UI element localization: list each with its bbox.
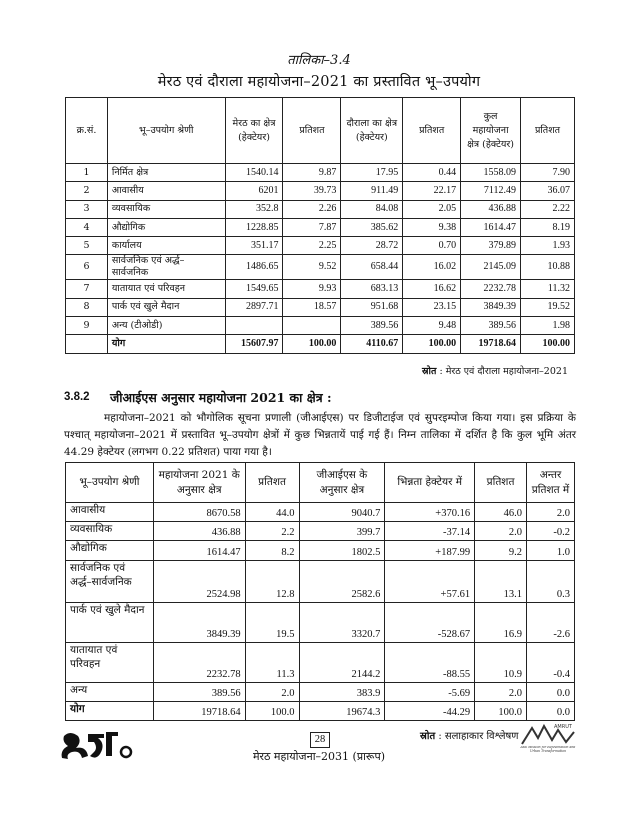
- table-cell: 1614.47: [461, 218, 521, 236]
- table-row: [66, 280, 575, 298]
- table-cell: निर्मित क्षेत्र: [107, 164, 225, 182]
- table-cell: 0.3: [527, 561, 575, 603]
- table-cell: व्यवसायिक: [66, 522, 154, 541]
- table-cell: 16.62: [403, 280, 461, 298]
- table-row: [66, 541, 575, 561]
- table-row: [66, 218, 575, 236]
- table-cell: 385.62: [341, 218, 403, 236]
- table-cell: 46.0: [475, 503, 527, 522]
- table-caption-title: मेरठ एवं दौराला महायोजना–2021 का प्रस्तावित भू–उपयोग: [157, 74, 481, 90]
- header-cell: जीआईएस के अनुसार क्षेत्र: [299, 463, 385, 503]
- table-cell: 8.19: [521, 218, 575, 236]
- land-use-table: [65, 97, 575, 354]
- table-cell: 3849.39: [461, 298, 521, 316]
- table-cell: 7.90: [521, 164, 575, 182]
- table-cell: 44.0: [245, 503, 299, 522]
- table-cell: 9040.7: [299, 503, 385, 522]
- table-cell: 389.56: [461, 317, 521, 335]
- table-cell: 7112.49: [461, 182, 521, 200]
- header-cell: प्रतिशत: [521, 98, 575, 164]
- table-cell: 18.57: [283, 298, 341, 316]
- table-cell: 1.0: [527, 541, 575, 561]
- table-row: [66, 237, 575, 255]
- table-cell: -0.2: [527, 522, 575, 541]
- table-cell: 8: [66, 298, 108, 316]
- table-cell: 11.32: [521, 280, 575, 298]
- source-text: : सलाहाकार विश्लेषण: [438, 731, 519, 742]
- table-cell: 9.2: [475, 541, 527, 561]
- table-cell: 15607.97: [225, 335, 283, 353]
- table-row: [66, 255, 575, 280]
- table-cell: व्यवसायिक: [107, 200, 225, 218]
- table-cell: 383.9: [299, 683, 385, 702]
- table-cell: 399.7: [299, 522, 385, 541]
- table-cell: 6: [66, 255, 108, 280]
- table-cell: [225, 317, 283, 335]
- table-cell: पार्क एवं खुले मैदान: [107, 298, 225, 316]
- amrut-tagline: Atal Mission for Rejuvenation and Urban Transformation: [520, 746, 576, 753]
- header-cell: कुल महायोजना क्षेत्र (हेक्टेयर): [461, 98, 521, 164]
- table-cell: 9.87: [283, 164, 341, 182]
- table-cell: 4: [66, 218, 108, 236]
- table-total-row: [66, 335, 575, 353]
- section-paragraph: महायोजना–2021 को भौगोलिक सूचना प्रणाली (जीआईएस) पर डिजीटाईज एवं सुपरइम्पोज किया गया। इस प्रक्रिया के पश्चात् महायोजना–2021 में प्रस्तावित भू–उपयोग क्षेत्रों में कुछ भिन्नतायें पाई गई हैं। निम्न तालिका में दर्शित है कि कुल भूमि अंतर 44.29 हेक्टेयर (लगभग 0.22 प्रतिशत) पाया गया है।: [64, 412, 576, 458]
- table-cell: 351.17: [225, 237, 283, 255]
- table-cell: 9.52: [283, 255, 341, 280]
- table-cell: 19.5: [245, 603, 299, 643]
- table-cell: 19.52: [521, 298, 575, 316]
- table-cell: 9.48: [403, 317, 461, 335]
- table-cell: 352.8: [225, 200, 283, 218]
- table-cell: -2.6: [527, 603, 575, 643]
- table-cell: कार्यालय: [107, 237, 225, 255]
- table-cell: 1540.14: [225, 164, 283, 182]
- table-row: [66, 164, 575, 182]
- table-row: [66, 200, 575, 218]
- table-row: [66, 182, 575, 200]
- table-cell: 6201: [225, 182, 283, 200]
- table-cell: 36.07: [521, 182, 575, 200]
- table-cell: यातायात एवं परिवहन: [107, 280, 225, 298]
- section-title: जीआईएस अनुसार महायोजना 2021 का क्षेत्र :: [110, 390, 332, 405]
- table-cell: 2524.98: [153, 561, 245, 603]
- table-cell: 23.15: [403, 298, 461, 316]
- table-cell: 2582.6: [299, 561, 385, 603]
- table-cell: 2144.2: [299, 643, 385, 683]
- section-number: 3.8.2: [64, 391, 90, 403]
- table-cell: 1802.5: [299, 541, 385, 561]
- table-cell: +370.16: [385, 503, 475, 522]
- table-cell: 7: [66, 280, 108, 298]
- table-cell: -37.14: [385, 522, 475, 541]
- table-cell: 19674.3: [299, 702, 385, 721]
- table-cell: 100.0: [475, 702, 527, 721]
- table-cell: 10.88: [521, 255, 575, 280]
- table-cell: 2.0: [475, 522, 527, 541]
- table-cell: पार्क एवं खुले मैदान: [66, 603, 154, 643]
- source-note: [422, 364, 568, 377]
- table-cell: 19718.64: [461, 335, 521, 353]
- amrut-mark: AMRUT: [554, 724, 572, 730]
- source-text: : मेरठ एवं दौराला महायोजना–2021: [439, 366, 568, 377]
- table-cell: 1558.09: [461, 164, 521, 182]
- table-cell: 379.89: [461, 237, 521, 255]
- table-cell: 16.02: [403, 255, 461, 280]
- table-cell: 436.88: [461, 200, 521, 218]
- source-note: [420, 728, 519, 742]
- table-cell: 2232.78: [153, 643, 245, 683]
- table-cell: 0.44: [403, 164, 461, 182]
- table-row: [66, 603, 575, 643]
- table-cell: 683.13: [341, 280, 403, 298]
- table-cell: 8670.58: [153, 503, 245, 522]
- table-cell: 19718.64: [153, 702, 245, 721]
- header-cell: अन्तर प्रतिशत में: [527, 463, 575, 503]
- header-cell: भू–उपयोग श्रेणी: [107, 98, 225, 164]
- header-cell: प्रतिशत: [403, 98, 461, 164]
- table-cell: 2.22: [521, 200, 575, 218]
- table-row: [66, 522, 575, 541]
- table-cell: 2.2: [245, 522, 299, 541]
- table-row: [66, 503, 575, 522]
- table-cell: 436.88: [153, 522, 245, 541]
- table-body: [66, 503, 575, 721]
- table-total-row: [66, 702, 575, 721]
- table-cell: 100.0: [245, 702, 299, 721]
- table-cell: 0.0: [527, 683, 575, 702]
- table-cell: 7.87: [283, 218, 341, 236]
- table-cell: 2: [66, 182, 108, 200]
- table-row: [66, 317, 575, 335]
- table-cell: 1.93: [521, 237, 575, 255]
- table-cell: 100.00: [521, 335, 575, 353]
- table-cell: 16.9: [475, 603, 527, 643]
- table-row: [66, 298, 575, 316]
- table-cell: 17.95: [341, 164, 403, 182]
- table-cell: 2.26: [283, 200, 341, 218]
- table-cell: -44.29: [385, 702, 475, 721]
- table-cell: +187.99: [385, 541, 475, 561]
- source-label: स्रोत: [422, 366, 437, 377]
- table-cell: 2232.78: [461, 280, 521, 298]
- table-cell: 9: [66, 317, 108, 335]
- table-cell: यातायात एवं परिवहन: [66, 643, 154, 683]
- table-cell: अन्य (टीओडी): [107, 317, 225, 335]
- table-cell: 10.9: [475, 643, 527, 683]
- header-cell: मेरठ का क्षेत्र (हेक्टेयर): [225, 98, 283, 164]
- table-cell: 1.98: [521, 317, 575, 335]
- table-row: [66, 561, 575, 603]
- table-cell: आवासीय: [107, 182, 225, 200]
- gis-comparison-table: [65, 462, 575, 721]
- table-cell: 13.1: [475, 561, 527, 603]
- amrut-logo-icon: [518, 722, 578, 758]
- table-cell: 911.49: [341, 182, 403, 200]
- table-cell: 12.8: [245, 561, 299, 603]
- table-cell: -5.69: [385, 683, 475, 702]
- table-cell: औद्योगिक: [107, 218, 225, 236]
- table-cell: [66, 335, 108, 353]
- table-cell: 84.08: [341, 200, 403, 218]
- table-cell: 1549.65: [225, 280, 283, 298]
- table-cell: +57.61: [385, 561, 475, 603]
- table-cell: योग: [66, 702, 154, 721]
- table-cell: 1228.85: [225, 218, 283, 236]
- table-cell: 3849.39: [153, 603, 245, 643]
- table-cell: 951.68: [341, 298, 403, 316]
- table-cell: 39.73: [283, 182, 341, 200]
- header-cell: भिन्नता हेक्टेयर में: [385, 463, 475, 503]
- table-cell: 389.56: [153, 683, 245, 702]
- table-cell: 2.0: [527, 503, 575, 522]
- table-cell: सार्वजनिक एवं अर्द्ध–सार्वजनिक: [107, 255, 225, 280]
- table-cell: 2.0: [245, 683, 299, 702]
- table-cell: सार्वजनिक एवं अर्द्ध–सार्वजनिक: [66, 561, 154, 603]
- header-cell: महायोजना 2021 के अनुसार क्षेत्र: [153, 463, 245, 503]
- table-cell: 0.0: [527, 702, 575, 721]
- footer-title: मेरठ महायोजना–2031 (प्रारूप): [252, 750, 386, 763]
- table-cell: [283, 317, 341, 335]
- table-cell: औद्योगिक: [66, 541, 154, 561]
- table-cell: -88.55: [385, 643, 475, 683]
- table-cell: 1614.47: [153, 541, 245, 561]
- page-number: 28: [310, 732, 330, 748]
- table-cell: 1486.65: [225, 255, 283, 280]
- header-cell: दौराला का क्षेत्र (हेक्टेयर): [341, 98, 403, 164]
- table-cell: 389.56: [341, 317, 403, 335]
- table-cell: -528.67: [385, 603, 475, 643]
- table-header-row: [66, 98, 575, 164]
- table-row: [66, 683, 575, 702]
- table-cell: 2897.71: [225, 298, 283, 316]
- table-cell: 5: [66, 237, 108, 255]
- table-cell: 22.17: [403, 182, 461, 200]
- table-cell: 9.93: [283, 280, 341, 298]
- table-caption-label: तालिका–3.4: [287, 53, 351, 68]
- table-row: [66, 643, 575, 683]
- table-cell: 2.25: [283, 237, 341, 255]
- table-cell: 2.05: [403, 200, 461, 218]
- table-header-row: [66, 463, 575, 503]
- table-cell: 100.00: [283, 335, 341, 353]
- header-cell: प्रतिशत: [283, 98, 341, 164]
- table-cell: 9.38: [403, 218, 461, 236]
- header-cell: प्रतिशत: [475, 463, 527, 503]
- table-cell: 8.2: [245, 541, 299, 561]
- table-cell: 0.70: [403, 237, 461, 255]
- table-cell: आवासीय: [66, 503, 154, 522]
- header-cell: प्रतिशत: [245, 463, 299, 503]
- header-cell: क्र.सं.: [66, 98, 108, 164]
- table-cell: 2145.09: [461, 255, 521, 280]
- table-cell: 28.72: [341, 237, 403, 255]
- table-cell: 3: [66, 200, 108, 218]
- table-cell: 11.3: [245, 643, 299, 683]
- table-cell: अन्य: [66, 683, 154, 702]
- table-cell: 3320.7: [299, 603, 385, 643]
- table-cell: 4110.67: [341, 335, 403, 353]
- table-cell: 100.00: [403, 335, 461, 353]
- header-cell: भू–उपयोग श्रेणी: [66, 463, 154, 503]
- table-body: [66, 164, 575, 354]
- table-cell: 1: [66, 164, 108, 182]
- table-cell: 658.44: [341, 255, 403, 280]
- table-cell: 2.0: [475, 683, 527, 702]
- source-label: स्रोत: [420, 731, 436, 742]
- table-cell: योग: [107, 335, 225, 353]
- table-cell: -0.4: [527, 643, 575, 683]
